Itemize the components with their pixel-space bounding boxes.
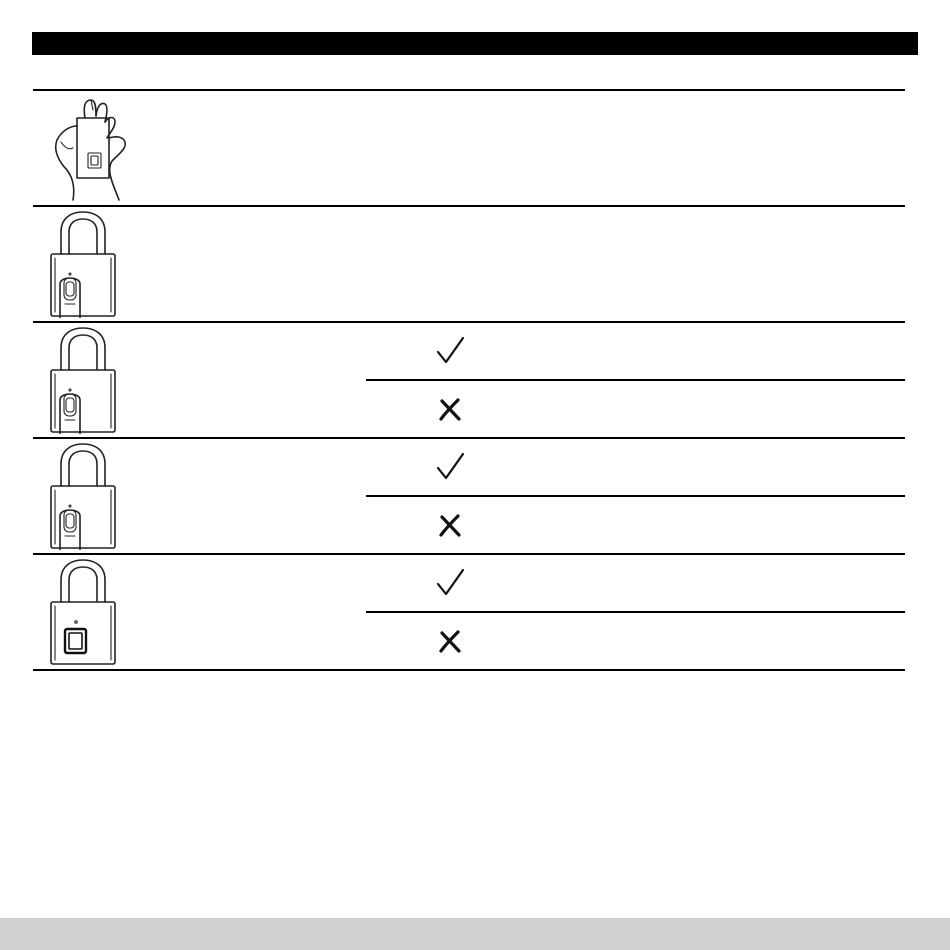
checkmark-icon (434, 567, 466, 599)
finger-on-padlock-illustration (47, 210, 121, 318)
header-bar (32, 32, 918, 55)
checkmark-icon (434, 451, 466, 483)
row-divider (33, 321, 905, 323)
hand-holding-padlock-illustration (47, 96, 131, 202)
table-top-rule (33, 89, 905, 91)
sub-row-divider (366, 495, 905, 497)
finger-on-padlock-illustration (47, 442, 121, 550)
sub-row-divider (366, 611, 905, 613)
row-divider (33, 205, 905, 207)
checkmark-icon (434, 335, 466, 367)
row-divider (33, 437, 905, 439)
table-bottom-rule (33, 669, 905, 671)
cross-icon (434, 509, 466, 541)
row-divider (33, 553, 905, 555)
finger-on-padlock-illustration (47, 326, 121, 434)
sub-row-divider (366, 379, 905, 381)
footer-bar (0, 918, 950, 950)
padlock-fingerprint-sensor-illustration (47, 558, 121, 666)
cross-icon (434, 393, 466, 425)
cross-icon (434, 625, 466, 657)
